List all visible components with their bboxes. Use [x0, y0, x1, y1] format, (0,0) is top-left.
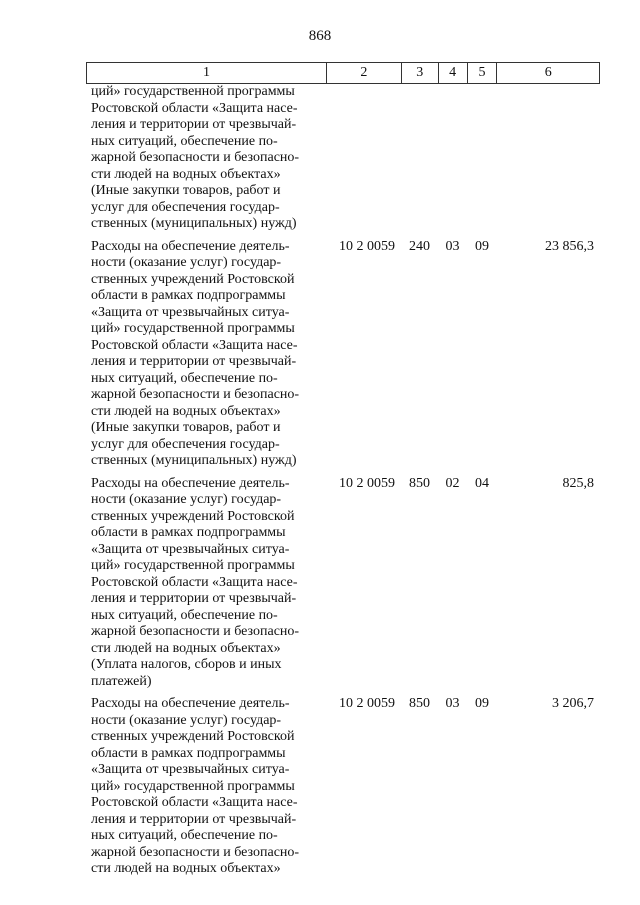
table-row — [86, 239, 600, 470]
row-amount: 23 856,3 — [545, 238, 594, 254]
table-body — [86, 84, 600, 878]
table-header — [86, 62, 600, 84]
header-col-2: 2 — [326, 63, 401, 83]
table-row — [86, 696, 600, 878]
row-expense-type: 240 — [409, 238, 430, 254]
row-description: Расходы на обеспечение деятель- ности (оказание услуг) государ- ственных учреждений Ростовской области в рамках подпрограммы «Защита от чрезвычайных ситуа- ций» государственной программы Ростовской области «Защита насе- ления и территории от чрезвычай- ных ситуаций, обеспечение по- жарной безопасности и безопасно- сти людей на водных объектах» (Иные закупки товаров, работ и услуг для обеспечения государ- ственных (муниципальных) нужд) — [91, 238, 300, 468]
row-section: 03 — [445, 238, 460, 254]
row-code: 10 2 0059 — [339, 475, 395, 491]
row-description: ций» государственной программы Ростовской области «Защита насе- ления и территории от чрезвычай- ных ситуаций, обеспечение по- жарной безопасности и безопасно- сти людей на водных объектах» (Иные закупки товаров, работ и услуг для обеспечения государ- ственных (муниципальных) нужд) — [91, 84, 300, 231]
row-subsection: 09 — [475, 696, 489, 711]
row-expense-type: 850 — [409, 475, 430, 491]
header-col-1: 1 — [203, 65, 211, 80]
header-col-4: 4 — [438, 63, 467, 83]
row-section: 02 — [445, 475, 460, 491]
row-expense-type: 850 — [409, 696, 430, 711]
header-col-5: 5 — [467, 63, 497, 83]
row-subsection — [467, 84, 497, 233]
row-amount: 825,8 — [562, 475, 594, 491]
row-code: 10 2 0059 — [339, 238, 395, 254]
row-amount — [497, 84, 600, 233]
row-section: 03 — [445, 696, 460, 711]
row-section — [438, 84, 467, 233]
row-code — [326, 84, 401, 233]
header-col-6: 6 — [496, 63, 599, 83]
row-expense-type — [401, 84, 438, 233]
row-subsection: 04 — [475, 475, 489, 491]
page-number: 868 — [308, 28, 332, 44]
row-description: Расходы на обеспечение деятель- ности (оказание услуг) государ- ственных учреждений Ростовской области в рамках подпрограммы «Защита от чрезвычайных ситуа- ций» государственной программы Ростовской области «Защита насе- ления и территории от чрезвычай- ных ситуаций, обеспечение по- жарной безопасности и безопасно- сти людей на водных объектах» — [91, 696, 300, 876]
row-subsection: 09 — [475, 238, 489, 254]
header-col-3: 3 — [401, 63, 438, 83]
row-code: 10 2 0059 — [339, 696, 395, 711]
table-row — [86, 84, 600, 233]
table-row — [86, 476, 600, 691]
row-description: Расходы на обеспечение деятель- ности (оказание услуг) государ- ственных учреждений Ростовской области в рамках подпрограммы «Защита от чрезвычайных ситуа- ций» государственной программы Ростовской области «Защита насе- ления и территории от чрезвычай- ных ситуаций, обеспечение по- жарной безопасности и безопасно- сти людей на водных объектах» (Уплата налогов, сборов и иных платежей) — [91, 475, 300, 689]
row-amount: 3 206,7 — [552, 696, 594, 711]
